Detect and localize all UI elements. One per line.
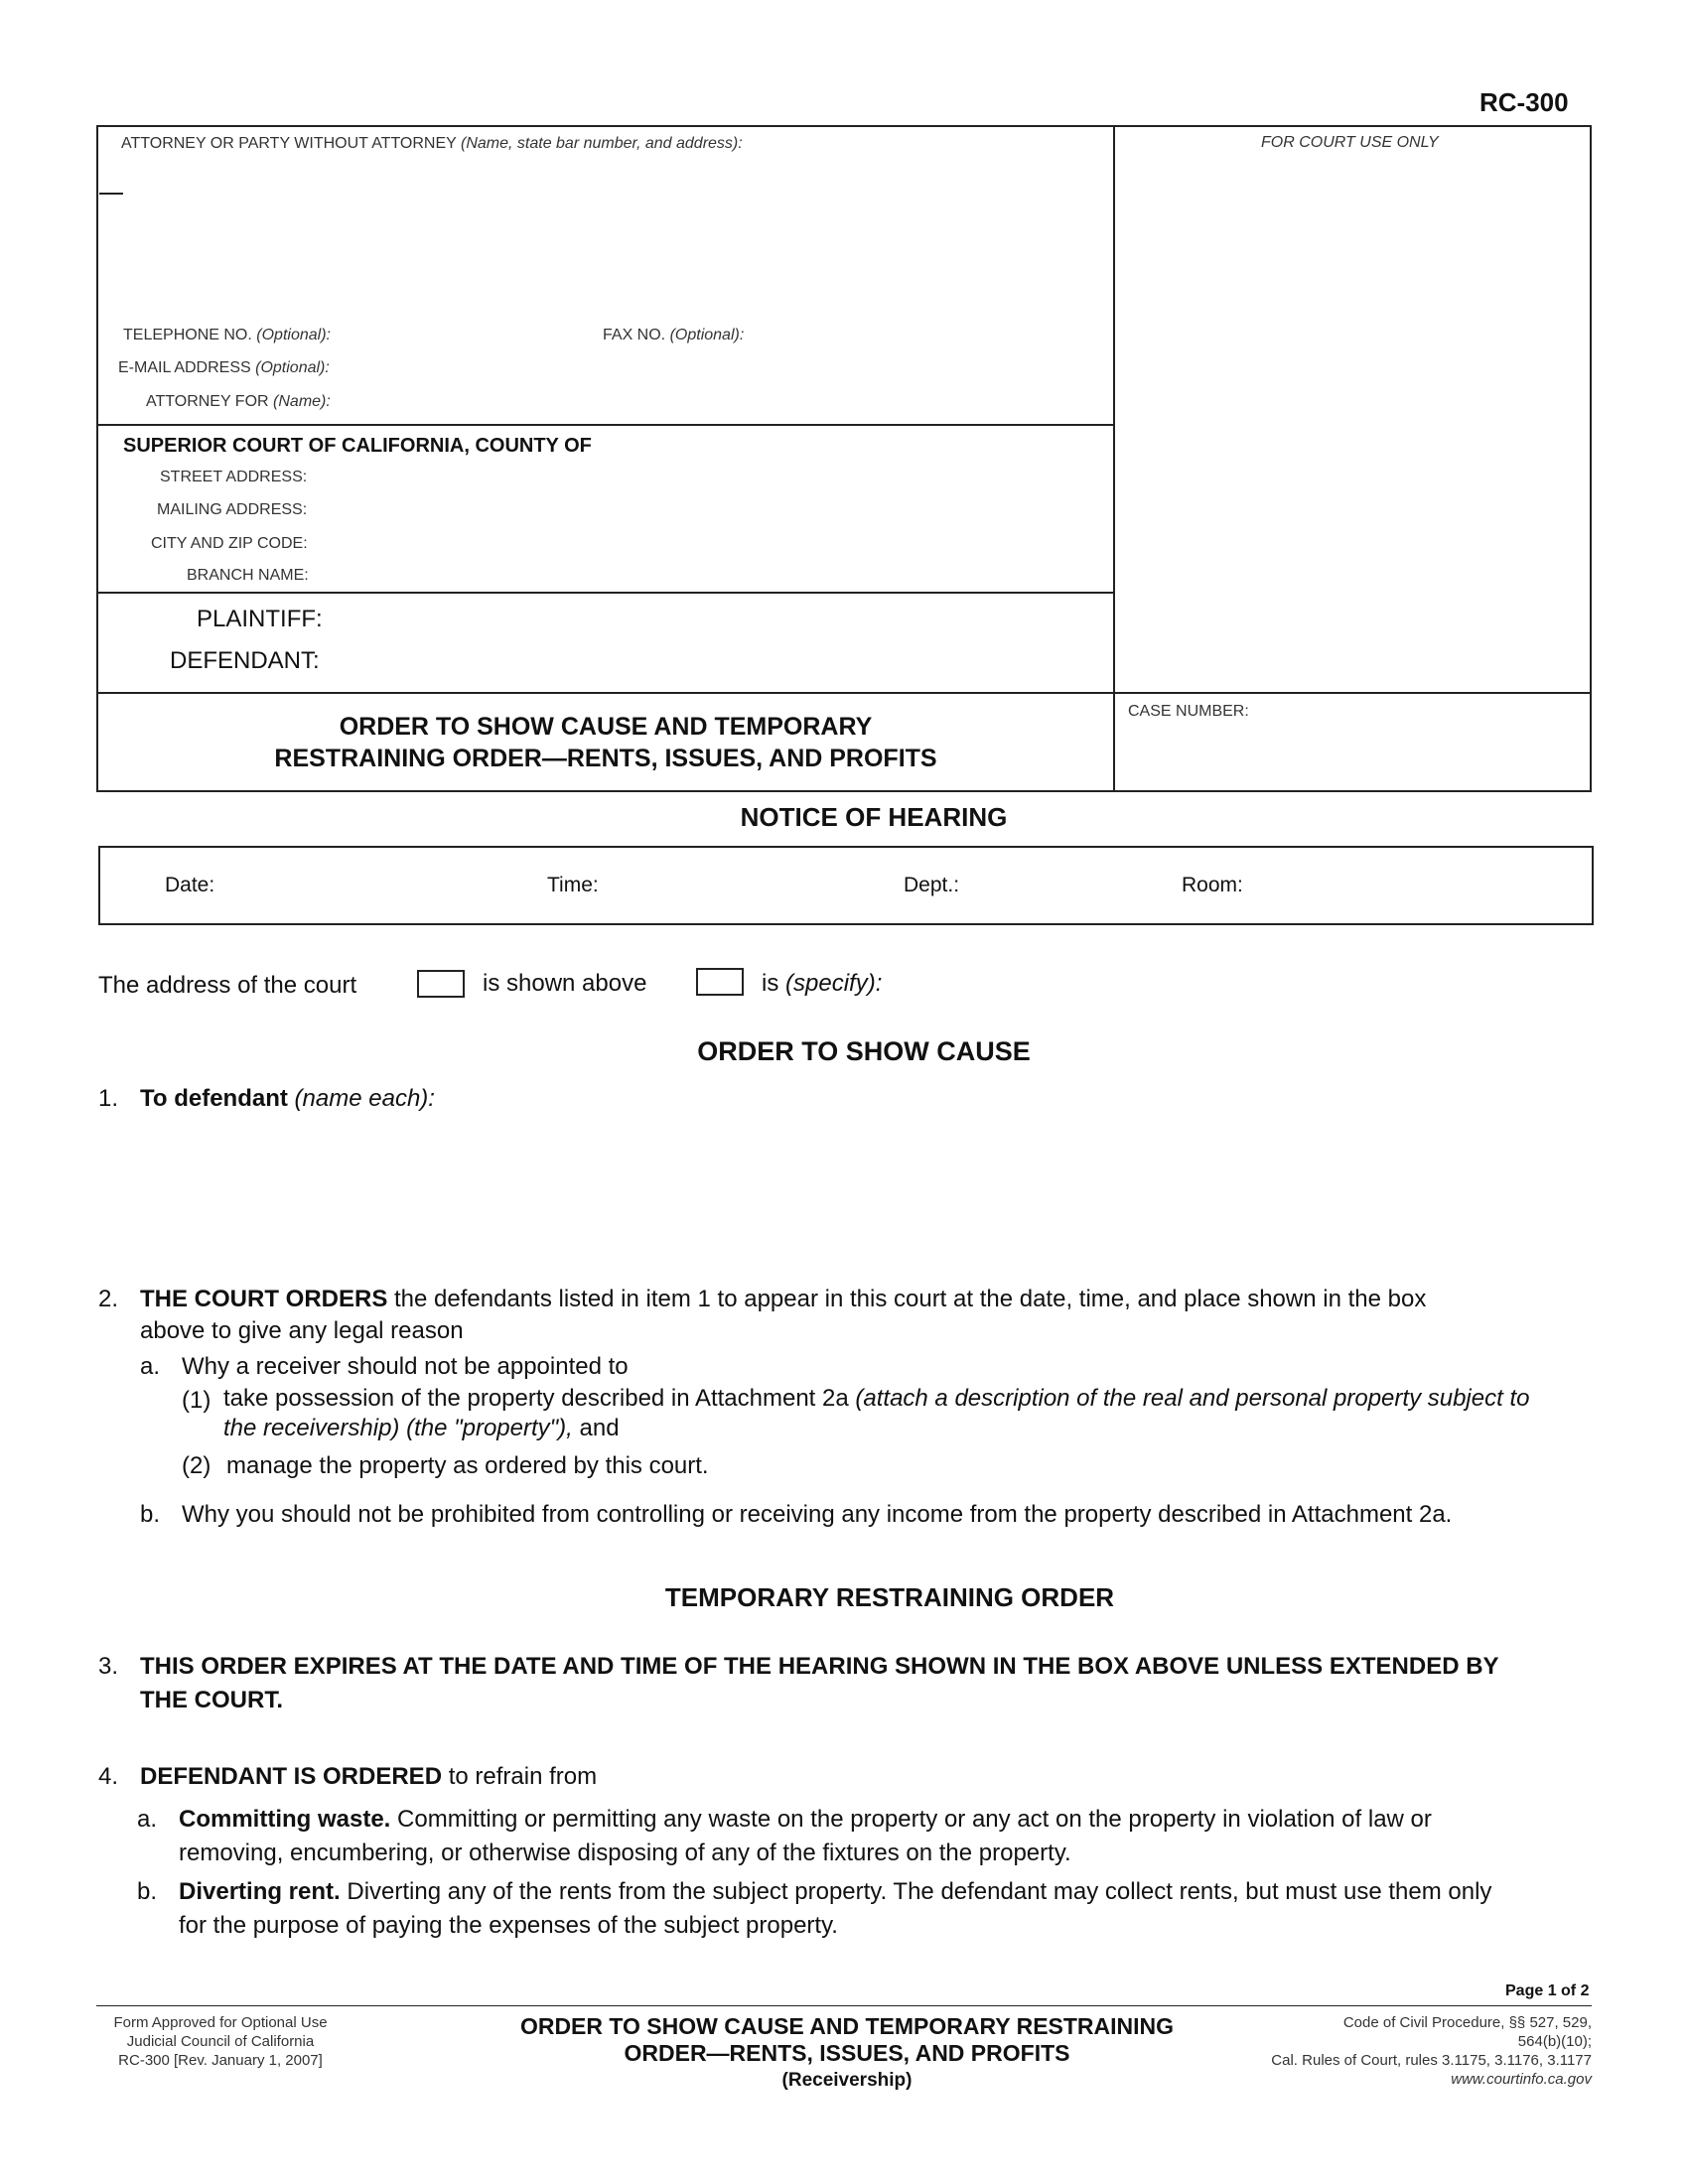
- fax-label: FAX NO. (Optional):: [603, 327, 745, 343]
- attorney-for-label: ATTORNEY FOR (Name):: [146, 393, 331, 410]
- court-address-text: The address of the court: [98, 972, 357, 999]
- item2a2-text: manage the property as ordered by this court.: [226, 1452, 709, 1479]
- item2b-text: Why you should not be prohibited from controlling or receiving any income from the property described in Attachment 2a.: [182, 1501, 1453, 1528]
- item2b-label: b.: [140, 1501, 161, 1528]
- branch-name-label: BRANCH NAME:: [187, 567, 309, 584]
- item4a-text: Committing waste. Committing or permitting any waste on the property or any act on the property in violation of law or removing, encumbering, or otherwise disposing of any of the fixtures on the property.: [179, 1806, 1432, 1866]
- street-address-label: STREET ADDRESS:: [160, 469, 308, 485]
- item2-text: THE COURT ORDERS the defendants listed in item 1 to appear in this court at the date, time, and place shown in the box above to give any legal reason: [140, 1286, 1427, 1344]
- footer-left: Form Approved for Optional Use Judicial Council of California RC-300 [Rev. January 1, 2007]: [113, 2014, 328, 2069]
- footer-right: Code of Civil Procedure, §§ 527, 529, 564(b)(10); Cal. Rules of Court, rules 3.1175, 3.1176, 3.1177 www.courtinfo.ca.gov: [1182, 2013, 1592, 2089]
- telephone-label: TELEPHONE NO. (Optional):: [123, 327, 331, 343]
- website-link[interactable]: www.courtinfo.ca.gov: [1451, 2071, 1592, 2088]
- page-number: Page 1 of 2: [1505, 1982, 1590, 1999]
- mailing-address-label: MAILING ADDRESS:: [157, 501, 308, 518]
- hearing-room-label: Room:: [1182, 874, 1243, 896]
- shown-above-checkbox[interactable]: [417, 970, 465, 998]
- footer-title: ORDER TO SHOW CAUSE AND TEMPORARY RESTRAINING ORDER—RENTS, ISSUES, AND PROFITS (Receivership): [519, 2013, 1175, 2091]
- defendant-label: DEFENDANT:: [170, 647, 320, 674]
- item1-number: 1.: [98, 1085, 119, 1112]
- hearing-box: [98, 846, 1594, 925]
- item4-text: DEFENDANT IS ORDERED to refrain from: [140, 1763, 598, 1790]
- specify-checkbox[interactable]: [696, 968, 744, 996]
- plaintiff-label: PLAINTIFF:: [197, 606, 323, 632]
- email-label: E-MAIL ADDRESS (Optional):: [118, 359, 330, 376]
- footer-rule: [96, 2005, 1592, 2006]
- item4-number: 4.: [98, 1763, 119, 1790]
- form-number: RC-300: [1479, 87, 1569, 117]
- hearing-date-label: Date:: [165, 874, 215, 896]
- tro-heading: TEMPORARY RESTRAINING ORDER: [664, 1582, 1115, 1612]
- item2a2-number: (2): [182, 1452, 211, 1479]
- court-title: SUPERIOR COURT OF CALIFORNIA, COUNTY OF: [123, 435, 592, 457]
- case-number-label: CASE NUMBER:: [1128, 703, 1249, 720]
- notice-heading: NOTICE OF HEARING: [740, 802, 1008, 832]
- item3-number: 3.: [98, 1653, 119, 1680]
- item2a-text: Why a receiver should not be appointed to: [182, 1353, 629, 1380]
- item2a1-number: (1): [182, 1387, 211, 1414]
- item1-text: To defendant (name each):: [140, 1085, 435, 1112]
- hearing-time-label: Time:: [547, 874, 599, 896]
- court-use-label: FOR COURT USE ONLY: [1261, 134, 1439, 151]
- specify-label: is (specify):: [762, 970, 883, 997]
- form-title: ORDER TO SHOW CAUSE AND TEMPORARY RESTRAINING ORDER—RENTS, ISSUES, AND PROFITS: [274, 713, 937, 772]
- hearing-dept-label: Dept.:: [904, 874, 960, 896]
- item4a-label: a.: [137, 1806, 158, 1833]
- item4b-text: Diverting rent. Diverting any of the rents from the subject property. The defendant may collect rents, but must use them only for the purpose of paying the expenses of the subject property.: [179, 1878, 1492, 1939]
- item2-number: 2.: [98, 1286, 119, 1312]
- attorney-label: ATTORNEY OR PARTY WITHOUT ATTORNEY (Name, state bar number, and address):: [121, 135, 743, 152]
- shown-above-label: is shown above: [483, 970, 647, 997]
- item3-text: THIS ORDER EXPIRES AT THE DATE AND TIME OF THE HEARING SHOWN IN THE BOX ABOVE UNLESS EXTENDED BY THE COURT.: [140, 1653, 1499, 1713]
- osc-heading: ORDER TO SHOW CAUSE: [697, 1036, 1031, 1066]
- item2a1-text: take possession of the property described in Attachment 2a (attach a description of the real and personal property subject to the receivership) (the "property"), and: [223, 1385, 1530, 1441]
- item4b-label: b.: [137, 1878, 158, 1905]
- item2a-label: a.: [140, 1353, 161, 1380]
- city-zip-label: CITY AND ZIP CODE:: [151, 535, 308, 552]
